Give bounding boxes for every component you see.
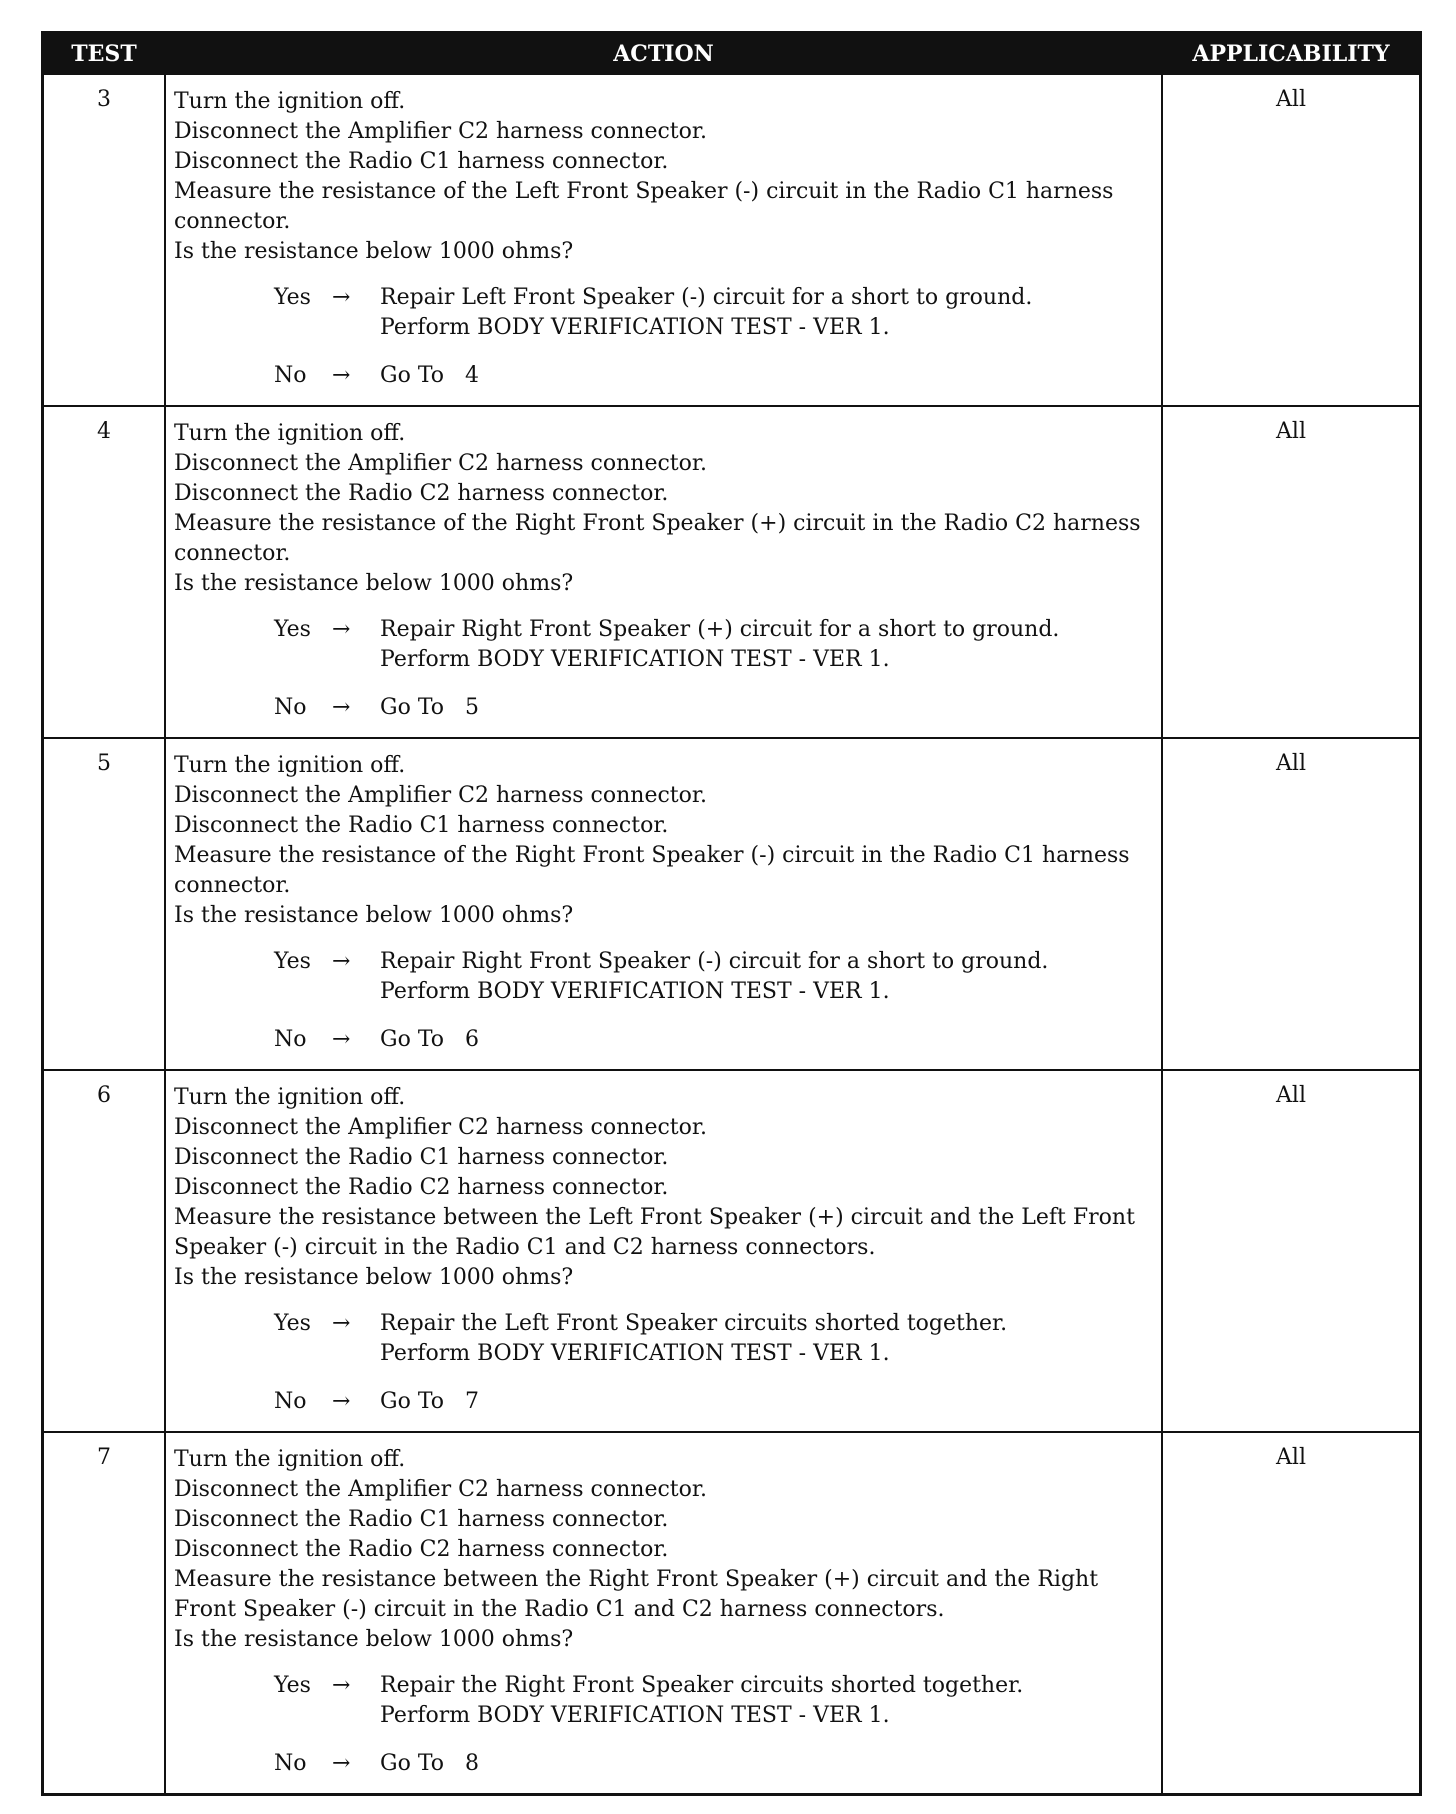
action-step: Is the resistance below 1000 ohms? xyxy=(174,903,574,928)
yes-action: Repair Left Front Speaker (-) circuit for a short to ground. xyxy=(380,285,1033,310)
yes-label: Yes xyxy=(274,617,311,642)
spacer xyxy=(332,1701,380,1731)
action-step: Turn the ignition off. xyxy=(174,421,406,446)
action-cell xyxy=(164,407,1163,737)
applicability-value: All xyxy=(1276,87,1306,112)
test-number: 5 xyxy=(97,751,111,776)
spacer xyxy=(274,977,332,1007)
table-row xyxy=(44,1069,1419,1431)
no-label: No xyxy=(274,1027,307,1052)
yes-action: Repair Right Front Speaker (+) circuit for a short to ground. xyxy=(380,617,1060,642)
yes-action: Repair the Right Front Speaker circuits shorted together. xyxy=(380,1673,1024,1698)
action-cell xyxy=(164,75,1163,405)
action-step: Disconnect the Radio C1 harness connector. xyxy=(174,149,669,174)
action-step: Measure the resistance of the Left Front Speaker (-) circuit in the Radio C1 harness xyxy=(174,179,1114,204)
action-cell xyxy=(164,1071,1163,1431)
test-number: 3 xyxy=(97,87,111,112)
action-step: Disconnect the Amplifier C2 harness connector. xyxy=(174,1115,707,1140)
yes-verification: Perform BODY VERIFICATION TEST - VER 1. xyxy=(380,315,890,340)
no-action: Go To 8 xyxy=(380,1751,479,1776)
response-block xyxy=(174,615,1153,723)
applicability-value: All xyxy=(1276,419,1306,444)
arrow-icon: → xyxy=(332,617,351,642)
header-applicability: APPLICABILITY xyxy=(1192,40,1390,67)
arrow-icon: → xyxy=(332,1673,351,1698)
action-step: Disconnect the Amplifier C2 harness connector. xyxy=(174,783,707,808)
response-block xyxy=(174,1671,1153,1779)
action-step: Measure the resistance between the Right Front Speaker (+) circuit and the Right xyxy=(174,1567,1099,1592)
applicability-value: All xyxy=(1276,1445,1306,1470)
action-step: Disconnect the Radio C2 harness connector. xyxy=(174,1175,669,1200)
no-label: No xyxy=(274,363,307,388)
spacer xyxy=(332,977,380,1007)
no-action: Go To 4 xyxy=(380,363,479,388)
arrow-icon: → xyxy=(332,1027,351,1052)
action-step: Is the resistance below 1000 ohms? xyxy=(174,239,574,264)
table-row xyxy=(44,405,1419,737)
spacer xyxy=(274,1339,332,1369)
test-number: 7 xyxy=(97,1445,111,1470)
action-step: Disconnect the Amplifier C2 harness connector. xyxy=(174,1477,707,1502)
action-step: Disconnect the Radio C1 harness connector. xyxy=(174,1145,669,1170)
arrow-icon: → xyxy=(332,1389,351,1414)
table-body xyxy=(44,73,1419,1793)
arrow-icon: → xyxy=(332,949,351,974)
yes-verification: Perform BODY VERIFICATION TEST - VER 1. xyxy=(380,1341,890,1366)
no-label: No xyxy=(274,1751,307,1776)
action-step: Front Speaker (-) circuit in the Radio C1 and C2 harness connectors. xyxy=(174,1597,945,1622)
action-step: Turn the ignition off. xyxy=(174,753,406,778)
no-action: Go To 6 xyxy=(380,1027,479,1052)
no-action: Go To 7 xyxy=(380,1389,479,1414)
arrow-icon: → xyxy=(332,1311,351,1336)
yes-label: Yes xyxy=(274,285,311,310)
spacer xyxy=(332,313,380,343)
action-step: Disconnect the Radio C2 harness connector. xyxy=(174,1537,669,1562)
spacer xyxy=(274,313,332,343)
diagnostic-table xyxy=(41,31,1422,1796)
arrow-icon: → xyxy=(332,285,351,310)
arrow-icon: → xyxy=(332,695,351,720)
header-test: TEST xyxy=(71,40,137,67)
arrow-icon: → xyxy=(332,363,351,388)
action-step: Measure the resistance between the Left Front Speaker (+) circuit and the Left Front xyxy=(174,1205,1135,1230)
table-row xyxy=(44,1431,1419,1793)
response-block xyxy=(174,947,1153,1055)
yes-verification: Perform BODY VERIFICATION TEST - VER 1. xyxy=(380,647,890,672)
no-label: No xyxy=(274,1389,307,1414)
action-cell xyxy=(164,739,1163,1069)
test-number: 4 xyxy=(97,419,111,444)
test-number: 6 xyxy=(97,1083,111,1108)
no-action: Go To 5 xyxy=(380,695,479,720)
action-step: Disconnect the Amplifier C2 harness connector. xyxy=(174,451,707,476)
yes-label: Yes xyxy=(274,949,311,974)
yes-label: Yes xyxy=(274,1673,311,1698)
table-row xyxy=(44,73,1419,405)
yes-verification: Perform BODY VERIFICATION TEST - VER 1. xyxy=(380,1703,890,1728)
action-step: Disconnect the Radio C2 harness connector. xyxy=(174,481,669,506)
yes-label: Yes xyxy=(274,1311,311,1336)
action-step: Turn the ignition off. xyxy=(174,1085,406,1110)
yes-verification: Perform BODY VERIFICATION TEST - VER 1. xyxy=(380,979,890,1004)
action-step: Speaker (-) circuit in the Radio C1 and C2 harness connectors. xyxy=(174,1235,876,1260)
spacer xyxy=(332,1339,380,1369)
action-step: Disconnect the Amplifier C2 harness connector. xyxy=(174,119,707,144)
action-step: Disconnect the Radio C1 harness connector. xyxy=(174,1507,669,1532)
action-step: Is the resistance below 1000 ohms? xyxy=(174,1265,574,1290)
applicability-value: All xyxy=(1276,751,1306,776)
action-step: Turn the ignition off. xyxy=(174,1447,406,1472)
response-block xyxy=(174,1309,1153,1417)
response-block xyxy=(174,283,1153,391)
action-cell xyxy=(164,1433,1163,1793)
action-step: connector. xyxy=(174,541,291,566)
action-step: Measure the resistance of the Right Front Speaker (+) circuit in the Radio C2 harness xyxy=(174,511,1141,536)
action-step: Is the resistance below 1000 ohms? xyxy=(174,571,574,596)
yes-action: Repair the Left Front Speaker circuits shorted together. xyxy=(380,1311,1008,1336)
spacer xyxy=(274,645,332,675)
action-step: Disconnect the Radio C1 harness connector. xyxy=(174,813,669,838)
table-header xyxy=(44,34,1419,73)
table-row xyxy=(44,737,1419,1069)
yes-action: Repair Right Front Speaker (-) circuit for a short to ground. xyxy=(380,949,1049,974)
action-step: connector. xyxy=(174,873,291,898)
action-step: Turn the ignition off. xyxy=(174,89,406,114)
action-step: Is the resistance below 1000 ohms? xyxy=(174,1627,574,1652)
action-step: connector. xyxy=(174,209,291,234)
action-step: Measure the resistance of the Right Front Speaker (-) circuit in the Radio C1 harness xyxy=(174,843,1130,868)
no-label: No xyxy=(274,695,307,720)
header-action: ACTION xyxy=(613,40,714,67)
spacer xyxy=(332,645,380,675)
arrow-icon: → xyxy=(332,1751,351,1776)
spacer xyxy=(274,1701,332,1731)
applicability-value: All xyxy=(1276,1083,1306,1108)
